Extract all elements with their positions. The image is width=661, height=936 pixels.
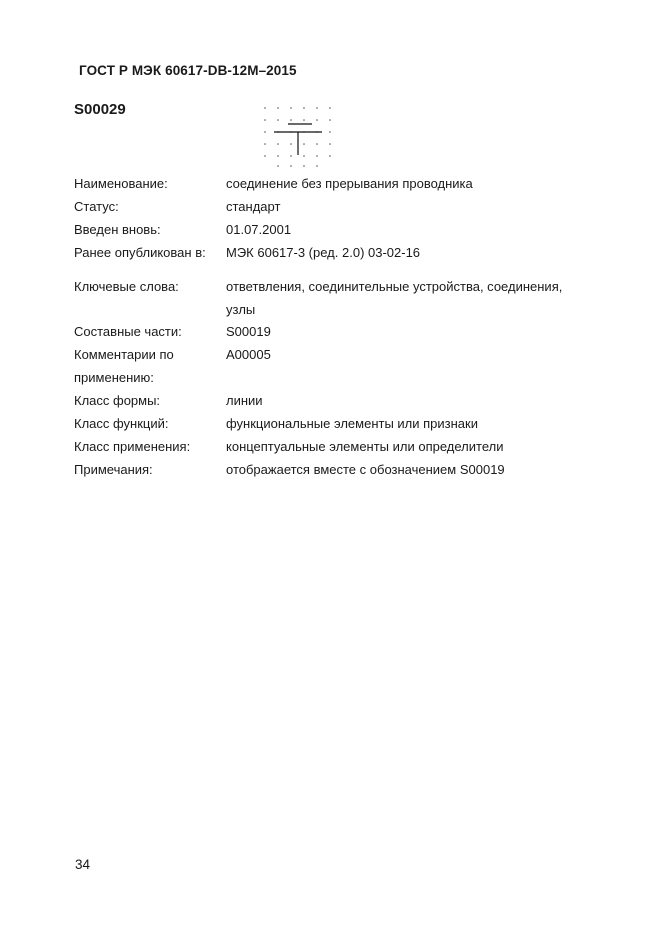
field-value: стандарт <box>226 199 281 214</box>
field-value-line: ответвления, соединительные устройства, соединения, <box>226 279 563 294</box>
field-value: отображается вместе с обозначением S00019 <box>226 462 505 477</box>
field-label: Статус: <box>74 199 119 214</box>
field-value: A00005 <box>226 347 271 362</box>
field-label: Введен вновь: <box>74 222 161 237</box>
field-label: Класс формы: <box>74 393 161 408</box>
field-label: Класс функций: <box>74 416 169 431</box>
page-number: 34 <box>75 857 91 872</box>
field-label: Примечания: <box>74 462 153 477</box>
field-label-line: Комментарии по <box>74 347 174 362</box>
field-value: линии <box>226 393 263 408</box>
field-label: Класс применения: <box>74 439 191 454</box>
document-header: ГОСТ Р МЭК 60617-DB-12M–2015 <box>79 63 297 78</box>
field-value <box>226 275 586 321</box>
field-value: соединение без прерывания проводника <box>226 176 473 191</box>
field-label: Составные части: <box>74 324 182 339</box>
field-label: Ранее опубликован в: <box>74 245 206 260</box>
symbol-code: S00029 <box>74 101 126 118</box>
connection-symbol-graphic <box>256 100 346 170</box>
field-label-line: применению: <box>74 370 154 385</box>
field-value: МЭК 60617-3 (ред. 2.0) 03-02-16 <box>226 245 421 260</box>
field-label: Наименование: <box>74 176 168 191</box>
field-label: Ключевые слова: <box>74 279 179 294</box>
field-value: 01.07.2001 <box>226 222 292 237</box>
field-label <box>74 343 224 389</box>
field-value: концептуальные элементы или определители <box>226 439 504 454</box>
field-value: функциональные элементы или признаки <box>226 416 478 431</box>
field-value-line: узлы <box>226 302 256 317</box>
field-value: S00019 <box>226 324 271 339</box>
